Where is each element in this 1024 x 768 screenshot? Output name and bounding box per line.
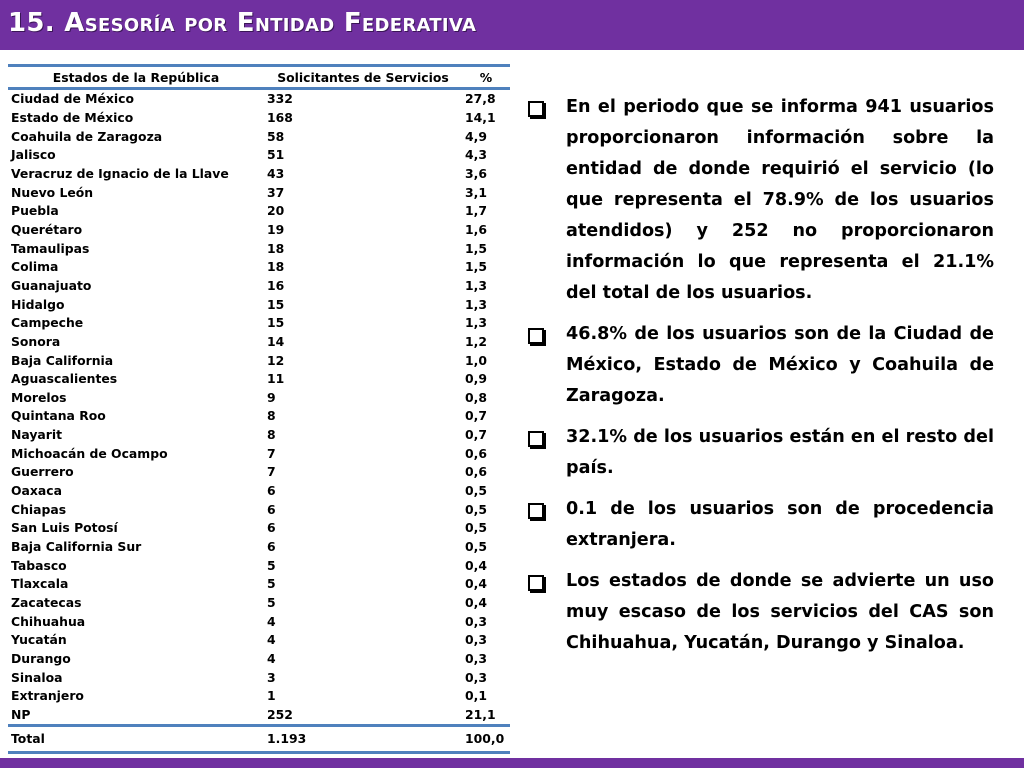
total-label-cell: Total xyxy=(8,726,264,753)
applicants-cell: 4 xyxy=(267,613,276,629)
state-cell: Guerrero xyxy=(11,464,74,480)
title-bar xyxy=(0,0,1024,50)
percent-cell: 0,8 xyxy=(465,389,487,405)
applicants-cell: 58 xyxy=(267,128,285,144)
table-row xyxy=(8,538,510,557)
state-cell: Sonora xyxy=(11,333,61,349)
percent-cell: 14,1 xyxy=(465,109,496,125)
state-cell: Sinaloa xyxy=(11,669,63,685)
table-row xyxy=(8,594,510,613)
bullet-item xyxy=(524,494,994,556)
applicants-cell: 12 xyxy=(267,352,285,368)
applicants-cell: 43 xyxy=(267,165,285,181)
state-cell: San Luis Potosí xyxy=(11,520,118,536)
states-table-container xyxy=(8,64,510,754)
state-cell: Yucatán xyxy=(11,632,67,648)
state-cell: Extranjero xyxy=(11,688,84,704)
applicants-cell: 11 xyxy=(267,371,285,387)
bullet-text: En el periodo que se informa 941 usuarios proporcionaron información sobre la entidad de donde requirió el servicio (lo que representa el 78.9% de los usuarios atendidos) y 252 no proporcionaron información lo que representa el 21.1% del total de los usuarios. xyxy=(566,97,994,303)
applicants-cell: 37 xyxy=(267,184,285,200)
percent-cell: 0,5 xyxy=(465,483,487,499)
state-cell: Nayarit xyxy=(11,427,63,443)
applicants-cell: 7 xyxy=(267,464,276,480)
checkbox-square-icon xyxy=(528,575,544,591)
state-cell: Guanajuato xyxy=(11,277,92,293)
table-row xyxy=(8,668,510,687)
percent-cell: 0,3 xyxy=(465,651,487,667)
applicants-cell: 9 xyxy=(267,389,276,405)
percent-cell: 4,3 xyxy=(465,147,487,163)
percent-cell: 1,7 xyxy=(465,203,487,219)
table-row xyxy=(8,314,510,333)
percent-cell: 27,8 xyxy=(465,91,496,107)
table-row xyxy=(8,295,510,314)
applicants-cell: 168 xyxy=(267,109,293,125)
state-cell: Morelos xyxy=(11,389,67,405)
percent-cell: 1,3 xyxy=(465,315,487,331)
bullet-item xyxy=(524,566,994,659)
percent-cell: 4,9 xyxy=(465,128,487,144)
bottom-bar xyxy=(0,758,1024,768)
percent-cell: 0,4 xyxy=(465,557,487,573)
percent-cell: 0,7 xyxy=(465,408,487,424)
table-row xyxy=(8,127,510,146)
applicants-cell: 252 xyxy=(264,706,462,726)
state-cell: Michoacán de Ocampo xyxy=(11,445,168,461)
state-cell: Campeche xyxy=(11,315,84,331)
state-cell: Coahuila de Zaragoza xyxy=(11,128,163,144)
state-cell: Baja California Sur xyxy=(11,539,142,555)
percent-cell: 0,1 xyxy=(465,688,487,704)
applicants-cell: 8 xyxy=(267,408,276,424)
table-header-row xyxy=(8,66,510,89)
bullet-text: Los estados de donde se advierte un uso muy escaso de los servicios del CAS son Chihuahua, Yucatán, Durango y Sinaloa. xyxy=(566,571,994,653)
state-cell: Tabasco xyxy=(11,557,67,573)
percent-cell: 0,5 xyxy=(465,501,487,517)
checkbox-square-icon xyxy=(528,431,544,447)
state-cell: Tamaulipas xyxy=(11,240,90,256)
table-row xyxy=(8,706,510,726)
percent-cell: 0,3 xyxy=(465,613,487,629)
header-applicants: Solicitantes de Servicios xyxy=(264,66,462,89)
state-cell: Hidalgo xyxy=(11,296,65,312)
percent-cell: 0,4 xyxy=(465,595,487,611)
percent-cell: 0,9 xyxy=(465,371,487,387)
table-row xyxy=(8,687,510,706)
table-row xyxy=(8,482,510,501)
header-percent: % xyxy=(462,66,510,89)
table-row xyxy=(8,463,510,482)
table-total-row xyxy=(8,726,510,753)
percent-cell: 3,6 xyxy=(465,165,487,181)
applicants-cell: 15 xyxy=(267,315,285,331)
applicants-cell: 332 xyxy=(267,91,293,107)
applicants-cell: 14 xyxy=(267,333,285,349)
table-row xyxy=(8,146,510,165)
table-row xyxy=(8,370,510,389)
states-table xyxy=(8,64,510,754)
applicants-cell: 5 xyxy=(267,576,276,592)
table-row xyxy=(8,389,510,408)
applicants-cell: 4 xyxy=(267,632,276,648)
checkbox-square-icon xyxy=(528,328,544,344)
table-row xyxy=(8,277,510,296)
bullet-text: 32.1% de los usuarios están en el resto del país. xyxy=(566,427,994,478)
state-cell: Jalisco xyxy=(11,147,56,163)
bullet-item xyxy=(524,319,994,412)
state-cell: Baja California xyxy=(11,352,114,368)
state-cell: Durango xyxy=(11,651,71,667)
slide-title: 15. Asesoría por Entidad Federativa xyxy=(8,8,477,38)
table-row xyxy=(8,519,510,538)
table-row xyxy=(8,109,510,128)
applicants-cell: 4 xyxy=(267,651,276,667)
state-cell: Estado de México xyxy=(11,109,134,125)
checkbox-square-icon xyxy=(528,101,544,117)
table-row xyxy=(8,500,510,519)
state-cell: Puebla xyxy=(11,203,59,219)
applicants-cell: 6 xyxy=(267,501,276,517)
state-cell: Chiapas xyxy=(11,501,67,517)
table-row xyxy=(8,183,510,202)
bullet-item xyxy=(524,92,994,309)
table-row xyxy=(8,631,510,650)
applicants-cell: 5 xyxy=(267,557,276,573)
percent-cell: 0,4 xyxy=(465,576,487,592)
table-row xyxy=(8,258,510,277)
applicants-cell: 6 xyxy=(267,539,276,555)
state-cell: Quintana Roo xyxy=(11,408,106,424)
header-state: Estados de la República xyxy=(8,66,264,89)
applicants-cell: 5 xyxy=(267,595,276,611)
percent-cell: 1,6 xyxy=(465,221,487,237)
applicants-cell: 20 xyxy=(267,203,285,219)
percent-cell: 21,1 xyxy=(462,706,510,726)
bullet-item xyxy=(524,422,994,484)
state-cell: Colima xyxy=(11,259,59,275)
applicants-cell: 51 xyxy=(267,147,285,163)
percent-cell: 0,5 xyxy=(465,520,487,536)
percent-cell: 0,7 xyxy=(465,427,487,443)
state-cell: Oaxaca xyxy=(11,483,62,499)
applicants-cell: 8 xyxy=(267,427,276,443)
table-row xyxy=(8,444,510,463)
table-row xyxy=(8,89,510,109)
bullet-list xyxy=(524,92,994,669)
total-percent-cell: 100,0 xyxy=(462,726,510,753)
applicants-cell: 15 xyxy=(267,296,285,312)
table-row xyxy=(8,221,510,240)
percent-cell: 1,3 xyxy=(465,277,487,293)
state-cell: Veracruz de Ignacio de la Llave xyxy=(11,165,229,181)
applicants-cell: 18 xyxy=(267,240,285,256)
percent-cell: 1,3 xyxy=(465,296,487,312)
percent-cell: 1,5 xyxy=(465,240,487,256)
bullet-text: 46.8% de los usuarios son de la Ciudad de México, Estado de México y Coahuila de Zaragoza. xyxy=(566,324,994,406)
table-row xyxy=(8,407,510,426)
table-row xyxy=(8,556,510,575)
percent-cell: 1,5 xyxy=(465,259,487,275)
bullet-text: 0.1 de los usuarios son de procedencia extranjera. xyxy=(566,499,994,550)
state-cell: Querétaro xyxy=(11,221,83,237)
table-row xyxy=(8,612,510,631)
applicants-cell: 6 xyxy=(267,483,276,499)
table-row xyxy=(8,202,510,221)
state-cell: Nuevo León xyxy=(11,184,94,200)
table-row xyxy=(8,650,510,669)
percent-cell: 0,3 xyxy=(465,669,487,685)
table-row xyxy=(8,333,510,352)
table-row xyxy=(8,575,510,594)
percent-cell: 1,0 xyxy=(465,352,487,368)
applicants-cell: 18 xyxy=(267,259,285,275)
percent-cell: 0,6 xyxy=(465,445,487,461)
state-cell: NP xyxy=(8,706,264,726)
state-cell: Ciudad de México xyxy=(11,91,134,107)
state-cell: Chihuahua xyxy=(11,613,86,629)
state-cell: Zacatecas xyxy=(11,595,82,611)
state-cell: Aguascalientes xyxy=(11,371,118,387)
checkbox-square-icon xyxy=(528,503,544,519)
percent-cell: 1,2 xyxy=(465,333,487,349)
table-row xyxy=(8,426,510,445)
applicants-cell: 19 xyxy=(267,221,285,237)
percent-cell: 3,1 xyxy=(465,184,487,200)
table-row xyxy=(8,239,510,258)
percent-cell: 0,5 xyxy=(465,539,487,555)
applicants-cell: 7 xyxy=(267,445,276,461)
applicants-cell: 6 xyxy=(267,520,276,536)
state-cell: Tlaxcala xyxy=(11,576,69,592)
percent-cell: 0,6 xyxy=(465,464,487,480)
total-applicants-cell: 1.193 xyxy=(264,726,462,753)
table-body xyxy=(8,89,510,753)
applicants-cell: 1 xyxy=(267,688,276,704)
applicants-cell: 3 xyxy=(267,669,276,685)
table-row xyxy=(8,351,510,370)
table-row xyxy=(8,165,510,184)
applicants-cell: 16 xyxy=(267,277,285,293)
percent-cell: 0,3 xyxy=(465,632,487,648)
